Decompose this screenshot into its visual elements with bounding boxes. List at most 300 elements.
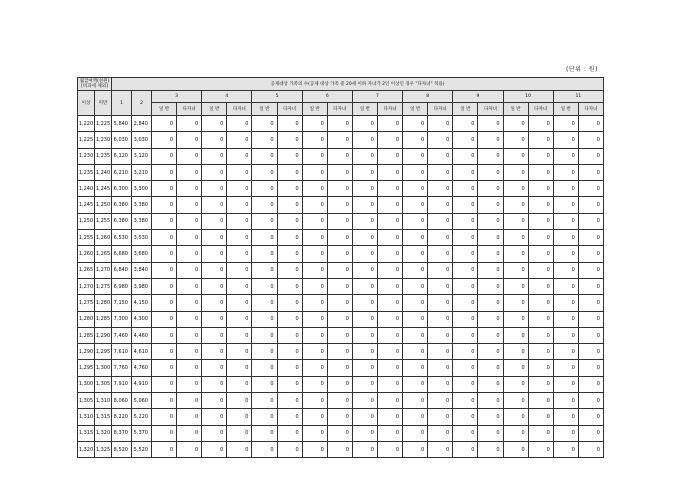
tax-cell: 0 [377,425,402,441]
tax-cell: 0 [202,230,227,246]
tax-cell: 0 [428,181,453,197]
tax-cell: 0 [302,181,327,197]
tax-cell: 0 [277,327,302,343]
tax-cell: 0 [277,409,302,425]
tax-cell: 0 [553,344,578,360]
tax-cell: 0 [202,344,227,360]
tax-cell: 0 [377,393,402,409]
tax-cell: 0 [503,393,528,409]
tax-cell: 0 [478,116,503,132]
tax-cell: 0 [578,409,603,425]
tax-cell: 0 [227,376,252,392]
tax-cell: 0 [202,295,227,311]
tax-cell: 0 [453,360,478,376]
tax-cell: 0 [227,116,252,132]
tax-cell: 0 [277,393,302,409]
tax-cell: 0 [152,409,177,425]
tax-2-dependents-cell: 3,530 [132,230,152,246]
tax-cell: 0 [478,295,503,311]
tax-2-dependents-cell: 4,460 [132,327,152,343]
tax-cell: 0 [302,295,327,311]
tax-cell: 0 [503,376,528,392]
tax-cell: 0 [277,213,302,229]
tax-cell: 0 [528,197,553,213]
tax-cell: 0 [578,327,603,343]
tax-cell: 0 [553,360,578,376]
tax-cell: 0 [327,197,352,213]
tax-1-dependent-cell: 7,300 [112,311,132,327]
tax-cell: 0 [578,295,603,311]
tax-cell: 0 [428,213,453,229]
tax-cell: 0 [377,441,402,457]
tax-cell: 0 [377,262,402,278]
tax-cell: 0 [202,246,227,262]
sub-header-multi-child: 다자녀 [277,103,302,116]
tax-cell: 0 [428,327,453,343]
tax-cell: 0 [478,441,503,457]
salary-from-cell: 1,235 [78,164,95,180]
salary-from-cell: 1,270 [78,278,95,294]
sub-header-multi-child: 다자녀 [528,103,553,116]
tax-cell: 0 [277,376,302,392]
tax-cell: 0 [478,246,503,262]
tax-cell: 0 [377,344,402,360]
tax-cell: 0 [528,425,553,441]
tax-2-dependents-cell: 3,840 [132,262,152,278]
tax-cell: 0 [152,148,177,164]
tax-cell: 0 [553,376,578,392]
tax-cell: 0 [453,344,478,360]
tax-cell: 0 [578,116,603,132]
tax-cell: 0 [377,116,402,132]
tax-cell: 0 [503,409,528,425]
tax-1-dependent-cell: 6,030 [112,132,132,148]
tax-cell: 0 [277,246,302,262]
tax-cell: 0 [503,181,528,197]
salary-to-cell: 1,315 [95,409,112,425]
tax-cell: 0 [152,295,177,311]
tax-1-dependent-cell: 6,300 [112,181,132,197]
tax-cell: 0 [252,425,277,441]
tax-cell: 0 [252,164,277,180]
tax-cell: 0 [428,295,453,311]
tax-cell: 0 [277,311,302,327]
tax-cell: 0 [503,425,528,441]
tax-cell: 0 [252,262,277,278]
tax-cell: 0 [377,278,402,294]
tax-cell: 0 [352,376,377,392]
tax-cell: 0 [428,230,453,246]
salary-from-cell: 1,310 [78,409,95,425]
tax-cell: 0 [227,409,252,425]
tax-cell: 0 [302,344,327,360]
tax-1-dependent-cell: 8,220 [112,409,132,425]
tax-cell: 0 [553,181,578,197]
tax-cell: 0 [352,197,377,213]
salary-to-cell: 1,300 [95,360,112,376]
tax-1-dependent-cell: 6,380 [112,197,132,213]
tax-cell: 0 [503,311,528,327]
salary-from-cell: 1,290 [78,344,95,360]
tax-2-dependents-cell: 4,760 [132,360,152,376]
salary-to-cell: 1,225 [95,116,112,132]
table-row [78,278,604,294]
tax-cell: 0 [503,360,528,376]
salary-from-cell: 1,320 [78,441,95,457]
tax-cell: 0 [553,393,578,409]
sub-header-general: 일 반 [252,103,277,116]
tax-cell: 0 [453,181,478,197]
salary-from-cell: 1,250 [78,213,95,229]
tax-cell: 0 [277,425,302,441]
tax-cell: 0 [327,311,352,327]
tax-cell: 0 [578,164,603,180]
tax-cell: 0 [553,311,578,327]
tax-cell: 0 [403,278,428,294]
tax-cell: 0 [377,327,402,343]
tax-cell: 0 [528,181,553,197]
tax-cell: 0 [403,344,428,360]
tax-cell: 0 [503,344,528,360]
tax-cell: 0 [352,278,377,294]
tax-cell: 0 [302,262,327,278]
tax-cell: 0 [528,164,553,180]
tax-cell: 0 [302,132,327,148]
tax-cell: 0 [227,262,252,278]
tax-cell: 0 [152,425,177,441]
sub-header-multi-child: 다자녀 [428,103,453,116]
tax-cell: 0 [352,230,377,246]
tax-cell: 0 [528,360,553,376]
dependents-group-header: 5 [252,91,302,103]
tax-cell: 0 [252,116,277,132]
tax-cell: 0 [578,344,603,360]
tax-cell: 0 [177,278,202,294]
salary-to-cell: 1,260 [95,230,112,246]
tax-cell: 0 [528,116,553,132]
sub-header-general: 일 반 [152,103,177,116]
tax-cell: 0 [302,164,327,180]
tax-cell: 0 [152,116,177,132]
tax-cell: 0 [352,360,377,376]
tax-cell: 0 [277,181,302,197]
tax-cell: 0 [403,132,428,148]
tax-cell: 0 [503,116,528,132]
tax-cell: 0 [352,344,377,360]
tax-cell: 0 [227,344,252,360]
tax-1-dependent-cell: 7,760 [112,360,132,376]
tax-cell: 0 [377,132,402,148]
tax-cell: 0 [503,327,528,343]
tax-cell: 0 [227,327,252,343]
tax-cell: 0 [177,197,202,213]
tax-cell: 0 [478,164,503,180]
tax-cell: 0 [553,246,578,262]
tax-cell: 0 [377,311,402,327]
tax-cell: 0 [327,393,352,409]
col-from-header: 이상 [78,91,95,116]
table-row [78,425,604,441]
table-row [78,213,604,229]
tax-cell: 0 [478,148,503,164]
tax-cell: 0 [327,376,352,392]
tax-cell: 0 [327,360,352,376]
tax-cell: 0 [152,278,177,294]
tax-cell: 0 [227,311,252,327]
tax-cell: 0 [227,441,252,457]
tax-cell: 0 [478,311,503,327]
tax-cell: 0 [352,425,377,441]
tax-cell: 0 [478,262,503,278]
tax-cell: 0 [327,295,352,311]
table-row [78,344,604,360]
tax-cell: 0 [177,262,202,278]
tax-cell: 0 [277,360,302,376]
tax-cell: 0 [177,164,202,180]
tax-1-dependent-cell: 6,210 [112,164,132,180]
sub-header-general: 일 반 [403,103,428,116]
tax-cell: 0 [478,132,503,148]
tax-cell: 0 [202,197,227,213]
tax-cell: 0 [352,441,377,457]
tax-cell: 0 [227,246,252,262]
salary-to-cell: 1,320 [95,425,112,441]
tax-1-dependent-cell: 6,840 [112,262,132,278]
tax-cell: 0 [528,148,553,164]
tax-cell: 0 [202,441,227,457]
tax-cell: 0 [578,360,603,376]
tax-1-dependent-cell: 8,370 [112,425,132,441]
tax-cell: 0 [252,132,277,148]
tax-cell: 0 [302,425,327,441]
tax-cell: 0 [578,230,603,246]
tax-cell: 0 [252,148,277,164]
tax-1-dependent-cell: 6,980 [112,278,132,294]
sub-header-general: 일 반 [503,103,528,116]
tax-cell: 0 [578,376,603,392]
table-row [78,441,604,457]
tax-cell: 0 [453,197,478,213]
salary-to-cell: 1,305 [95,376,112,392]
tax-2-dependents-cell: 4,300 [132,311,152,327]
tax-cell: 0 [327,132,352,148]
tax-cell: 0 [503,295,528,311]
tax-cell: 0 [152,376,177,392]
salary-from-cell: 1,300 [78,376,95,392]
tax-2-dependents-cell: 3,030 [132,132,152,148]
tax-1-dependent-cell: 7,460 [112,327,132,343]
tax-cell: 0 [478,409,503,425]
tax-1-dependent-cell: 8,060 [112,393,132,409]
tax-cell: 0 [227,230,252,246]
tax-cell: 0 [277,132,302,148]
tax-2-dependents-cell: 4,610 [132,344,152,360]
tax-cell: 0 [177,376,202,392]
unit-label: (단위 : 원) [566,66,598,73]
tax-cell: 0 [578,132,603,148]
tax-cell: 0 [252,360,277,376]
sub-header-general: 일 반 [553,103,578,116]
tax-cell: 0 [277,295,302,311]
salary-to-cell: 1,295 [95,344,112,360]
salary-from-cell: 1,260 [78,246,95,262]
tax-cell: 0 [377,164,402,180]
tax-cell: 0 [227,360,252,376]
tax-cell: 0 [302,213,327,229]
tax-cell: 0 [478,425,503,441]
tax-cell: 0 [202,360,227,376]
tax-cell: 0 [327,116,352,132]
table-row [78,327,604,343]
tax-cell: 0 [302,441,327,457]
tax-cell: 0 [202,409,227,425]
tax-cell: 0 [503,278,528,294]
tax-cell: 0 [453,278,478,294]
salary-from-cell: 1,245 [78,197,95,213]
tax-cell: 0 [227,148,252,164]
sub-header-multi-child: 다자녀 [227,103,252,116]
tax-cell: 0 [327,164,352,180]
tax-cell: 0 [177,360,202,376]
tax-cell: 0 [227,181,252,197]
tax-cell: 0 [403,441,428,457]
tax-cell: 0 [152,132,177,148]
tax-cell: 0 [327,278,352,294]
tax-cell: 0 [553,132,578,148]
table-row [78,246,604,262]
tax-cell: 0 [553,148,578,164]
tax-cell: 0 [553,262,578,278]
tax-cell: 0 [453,148,478,164]
tax-cell: 0 [152,246,177,262]
tax-cell: 0 [428,246,453,262]
tax-cell: 0 [578,197,603,213]
tax-cell: 0 [553,116,578,132]
dependents-group-header: 4 [202,91,252,103]
tax-2-dependents-cell: 5,060 [132,393,152,409]
tax-cell: 0 [252,295,277,311]
tax-cell: 0 [403,181,428,197]
tax-cell: 0 [428,360,453,376]
tax-cell: 0 [453,425,478,441]
tax-cell: 0 [352,164,377,180]
dependents-group-header: 8 [403,91,453,103]
tax-1-dependent-cell: 6,120 [112,148,132,164]
sub-header-general: 일 반 [302,103,327,116]
tax-2-dependents-cell: 3,120 [132,148,152,164]
tax-cell: 0 [578,181,603,197]
tax-2-dependents-cell: 4,910 [132,376,152,392]
dependents-group-header: 6 [302,91,352,103]
tax-cell: 0 [377,409,402,425]
tax-cell: 0 [553,441,578,457]
tax-cell: 0 [403,197,428,213]
tax-cell: 0 [553,278,578,294]
tax-cell: 0 [252,246,277,262]
tax-cell: 0 [478,393,503,409]
tax-cell: 0 [528,262,553,278]
salary-to-cell: 1,285 [95,311,112,327]
tax-cell: 0 [428,278,453,294]
tax-cell: 0 [528,327,553,343]
tax-cell: 0 [177,246,202,262]
tax-cell: 0 [428,393,453,409]
tax-cell: 0 [503,197,528,213]
tax-cell: 0 [327,181,352,197]
tax-cell: 0 [352,327,377,343]
tax-cell: 0 [202,181,227,197]
tax-cell: 0 [428,311,453,327]
tax-cell: 0 [453,262,478,278]
tax-cell: 0 [202,132,227,148]
tax-cell: 0 [453,246,478,262]
tax-cell: 0 [252,181,277,197]
dependents-group-header: 10 [503,91,553,103]
tax-cell: 0 [503,246,528,262]
tax-cell: 0 [152,393,177,409]
tax-2-dependents-cell: 3,380 [132,197,152,213]
tax-cell: 0 [202,327,227,343]
tax-cell: 0 [377,246,402,262]
sub-header-general: 일 반 [352,103,377,116]
tax-cell: 0 [578,278,603,294]
tax-cell: 0 [478,360,503,376]
tax-cell: 0 [327,262,352,278]
table-row [78,181,604,197]
tax-cell: 0 [227,164,252,180]
tax-cell: 0 [327,409,352,425]
tax-cell: 0 [428,441,453,457]
tax-cell: 0 [503,441,528,457]
sub-header-multi-child: 다자녀 [377,103,402,116]
tax-cell: 0 [327,425,352,441]
tax-cell: 0 [528,213,553,229]
tax-cell: 0 [553,327,578,343]
tax-cell: 0 [453,393,478,409]
tax-cell: 0 [478,327,503,343]
tax-cell: 0 [578,262,603,278]
tax-cell: 0 [403,164,428,180]
salary-to-cell: 1,230 [95,132,112,148]
salary-to-cell: 1,325 [95,441,112,457]
tax-1-dependent-cell: 6,380 [112,213,132,229]
tax-cell: 0 [352,116,377,132]
table-row [78,132,604,148]
tax-cell: 0 [428,344,453,360]
tax-cell: 0 [302,148,327,164]
tax-cell: 0 [327,327,352,343]
table-row [78,148,604,164]
tax-cell: 0 [403,148,428,164]
salary-to-cell: 1,255 [95,213,112,229]
tax-cell: 0 [202,213,227,229]
tax-cell: 0 [578,148,603,164]
tax-cell: 0 [478,344,503,360]
col-to-header: 미만 [95,91,112,116]
salary-to-cell: 1,250 [95,197,112,213]
tax-cell: 0 [302,246,327,262]
tax-cell: 0 [578,213,603,229]
tax-1-dependent-cell: 7,610 [112,344,132,360]
tax-cell: 0 [403,409,428,425]
tax-cell: 0 [177,409,202,425]
tax-cell: 0 [152,344,177,360]
tax-cell: 0 [152,181,177,197]
tax-cell: 0 [352,409,377,425]
tax-cell: 0 [503,148,528,164]
tax-cell: 0 [528,295,553,311]
salary-from-cell: 1,275 [78,295,95,311]
